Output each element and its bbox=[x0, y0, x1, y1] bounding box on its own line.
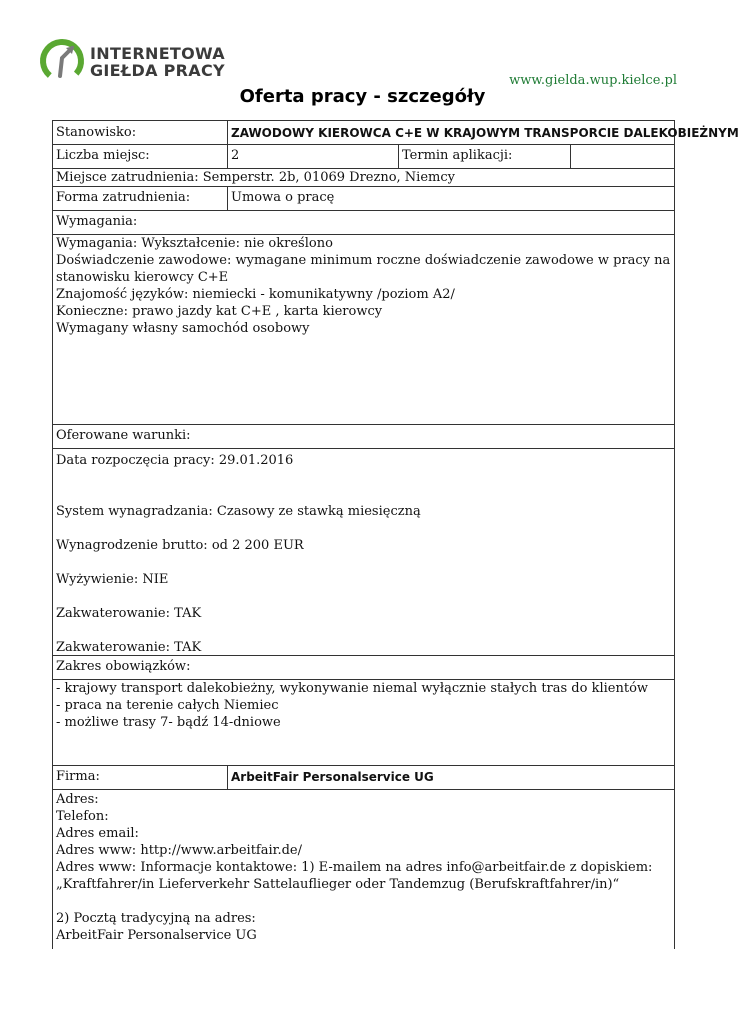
meals: Wyżywienie: NIE bbox=[56, 572, 169, 587]
places-value: 2 bbox=[227, 145, 398, 168]
requirements-line: Wymagany własny samochód osobowy bbox=[56, 321, 310, 336]
requirements-line: Doświadczenie zawodowe: wymagane minimum roczne doświadczenie zawodowe w pracy na bbox=[56, 253, 671, 268]
logo bbox=[40, 36, 230, 88]
accommodation: Zakwaterowanie: TAK bbox=[56, 606, 202, 621]
conditions-label: Oferowane warunki: bbox=[56, 428, 191, 443]
contact-line: 2) Pocztą tradycyjną na adres: bbox=[56, 911, 256, 926]
employment-label: Forma zatrudnienia: bbox=[56, 190, 191, 205]
contact-line: ArbeitFair Personalservice UG bbox=[56, 928, 257, 943]
position-value: ZAWODOWY KIEROWCA C+E W KRAJOWYM TRANSPORCIE DALEKOBIEŻNYM bbox=[227, 121, 674, 144]
logo-line2: GIEŁDA PRACY bbox=[90, 61, 225, 80]
row-places bbox=[53, 145, 674, 169]
contact-line: Adres email: bbox=[56, 826, 139, 841]
position-label: Stanowisko: bbox=[56, 125, 137, 140]
contact-line: Adres: bbox=[56, 792, 99, 807]
row-duties bbox=[53, 680, 674, 766]
logo-line1: INTERNETOWA bbox=[90, 44, 225, 63]
contact-line: Telefon: bbox=[56, 809, 109, 824]
row-company bbox=[53, 766, 674, 790]
salary-system: System wynagradzania: Czasowy ze stawką miesięczną bbox=[56, 504, 421, 519]
accommodation: Zakwaterowanie: TAK bbox=[56, 640, 202, 655]
salary-gross: Wynagrodzenie brutto: od 2 200 EUR bbox=[56, 538, 304, 553]
location-text: Miejsce zatrudnienia: Semperstr. 2b, 01069 Drezno, Niemcy bbox=[56, 170, 455, 185]
contact-line: Adres www: Informacje kontaktowe: 1) E-mailem na adres info@arbeitfair.de z dopiskiem: bbox=[56, 860, 653, 875]
row-requirements bbox=[53, 235, 674, 425]
requirements-text bbox=[53, 235, 674, 337]
employment-value: Umowa o pracę bbox=[227, 187, 674, 210]
deadline-label: Termin aplikacji: bbox=[398, 145, 570, 168]
deadline-value bbox=[570, 145, 674, 168]
duty-item: - praca na terenie całych Niemiec bbox=[56, 698, 279, 713]
duties-text bbox=[53, 680, 674, 731]
duty-item: - możliwe trasy 7- bądź 14-dniowe bbox=[56, 715, 281, 730]
site-url-link[interactable]: www.gielda.wup.kielce.pl bbox=[509, 73, 677, 88]
conditions-text bbox=[53, 449, 674, 656]
row-requirements-header bbox=[53, 211, 674, 235]
row-location bbox=[53, 169, 674, 187]
places-label: Liczba miejsc: bbox=[56, 148, 150, 163]
offer-table bbox=[52, 120, 739, 949]
company-label: Firma: bbox=[56, 769, 100, 784]
row-duties-header bbox=[53, 656, 674, 680]
row-employment bbox=[53, 187, 674, 211]
duties-label: Zakres obowiązków: bbox=[56, 659, 191, 674]
contact-line: „Kraftfahrer/in Lieferverkehr Sattelauflieger oder Tandemzug (Berufskraftfahrer/in)“ bbox=[56, 877, 620, 892]
requirements-label: Wymagania: bbox=[56, 214, 138, 229]
contact-line bbox=[56, 893, 671, 910]
logo-emblem-icon bbox=[40, 36, 88, 84]
requirements-line: stanowisku kierowcy C+E bbox=[56, 270, 229, 285]
requirements-line: Konieczne: prawo jazdy kat C+E , karta kierowcy bbox=[56, 304, 383, 319]
company-value: ArbeitFair Personalservice UG bbox=[227, 766, 674, 789]
duty-item: - krajowy transport dalekobieżny, wykonywanie niemal wyłącznie stałych tras do klientów bbox=[56, 681, 649, 696]
contact-text bbox=[53, 790, 674, 944]
row-position bbox=[53, 121, 739, 145]
row-conditions-header bbox=[53, 425, 674, 449]
start-date: Data rozpoczęcia pracy: 29.01.2016 bbox=[56, 453, 294, 468]
contact-line[interactable]: Adres www: http://www.arbeitfair.de/ bbox=[56, 843, 302, 858]
requirements-line: Wymagania: Wykształcenie: nie określono bbox=[56, 236, 333, 251]
page-title: Oferta pracy - szczegóły bbox=[239, 86, 486, 107]
row-conditions bbox=[53, 449, 674, 656]
requirements-line: Znajomość języków: niemiecki - komunikatywny /poziom A2/ bbox=[56, 287, 455, 302]
